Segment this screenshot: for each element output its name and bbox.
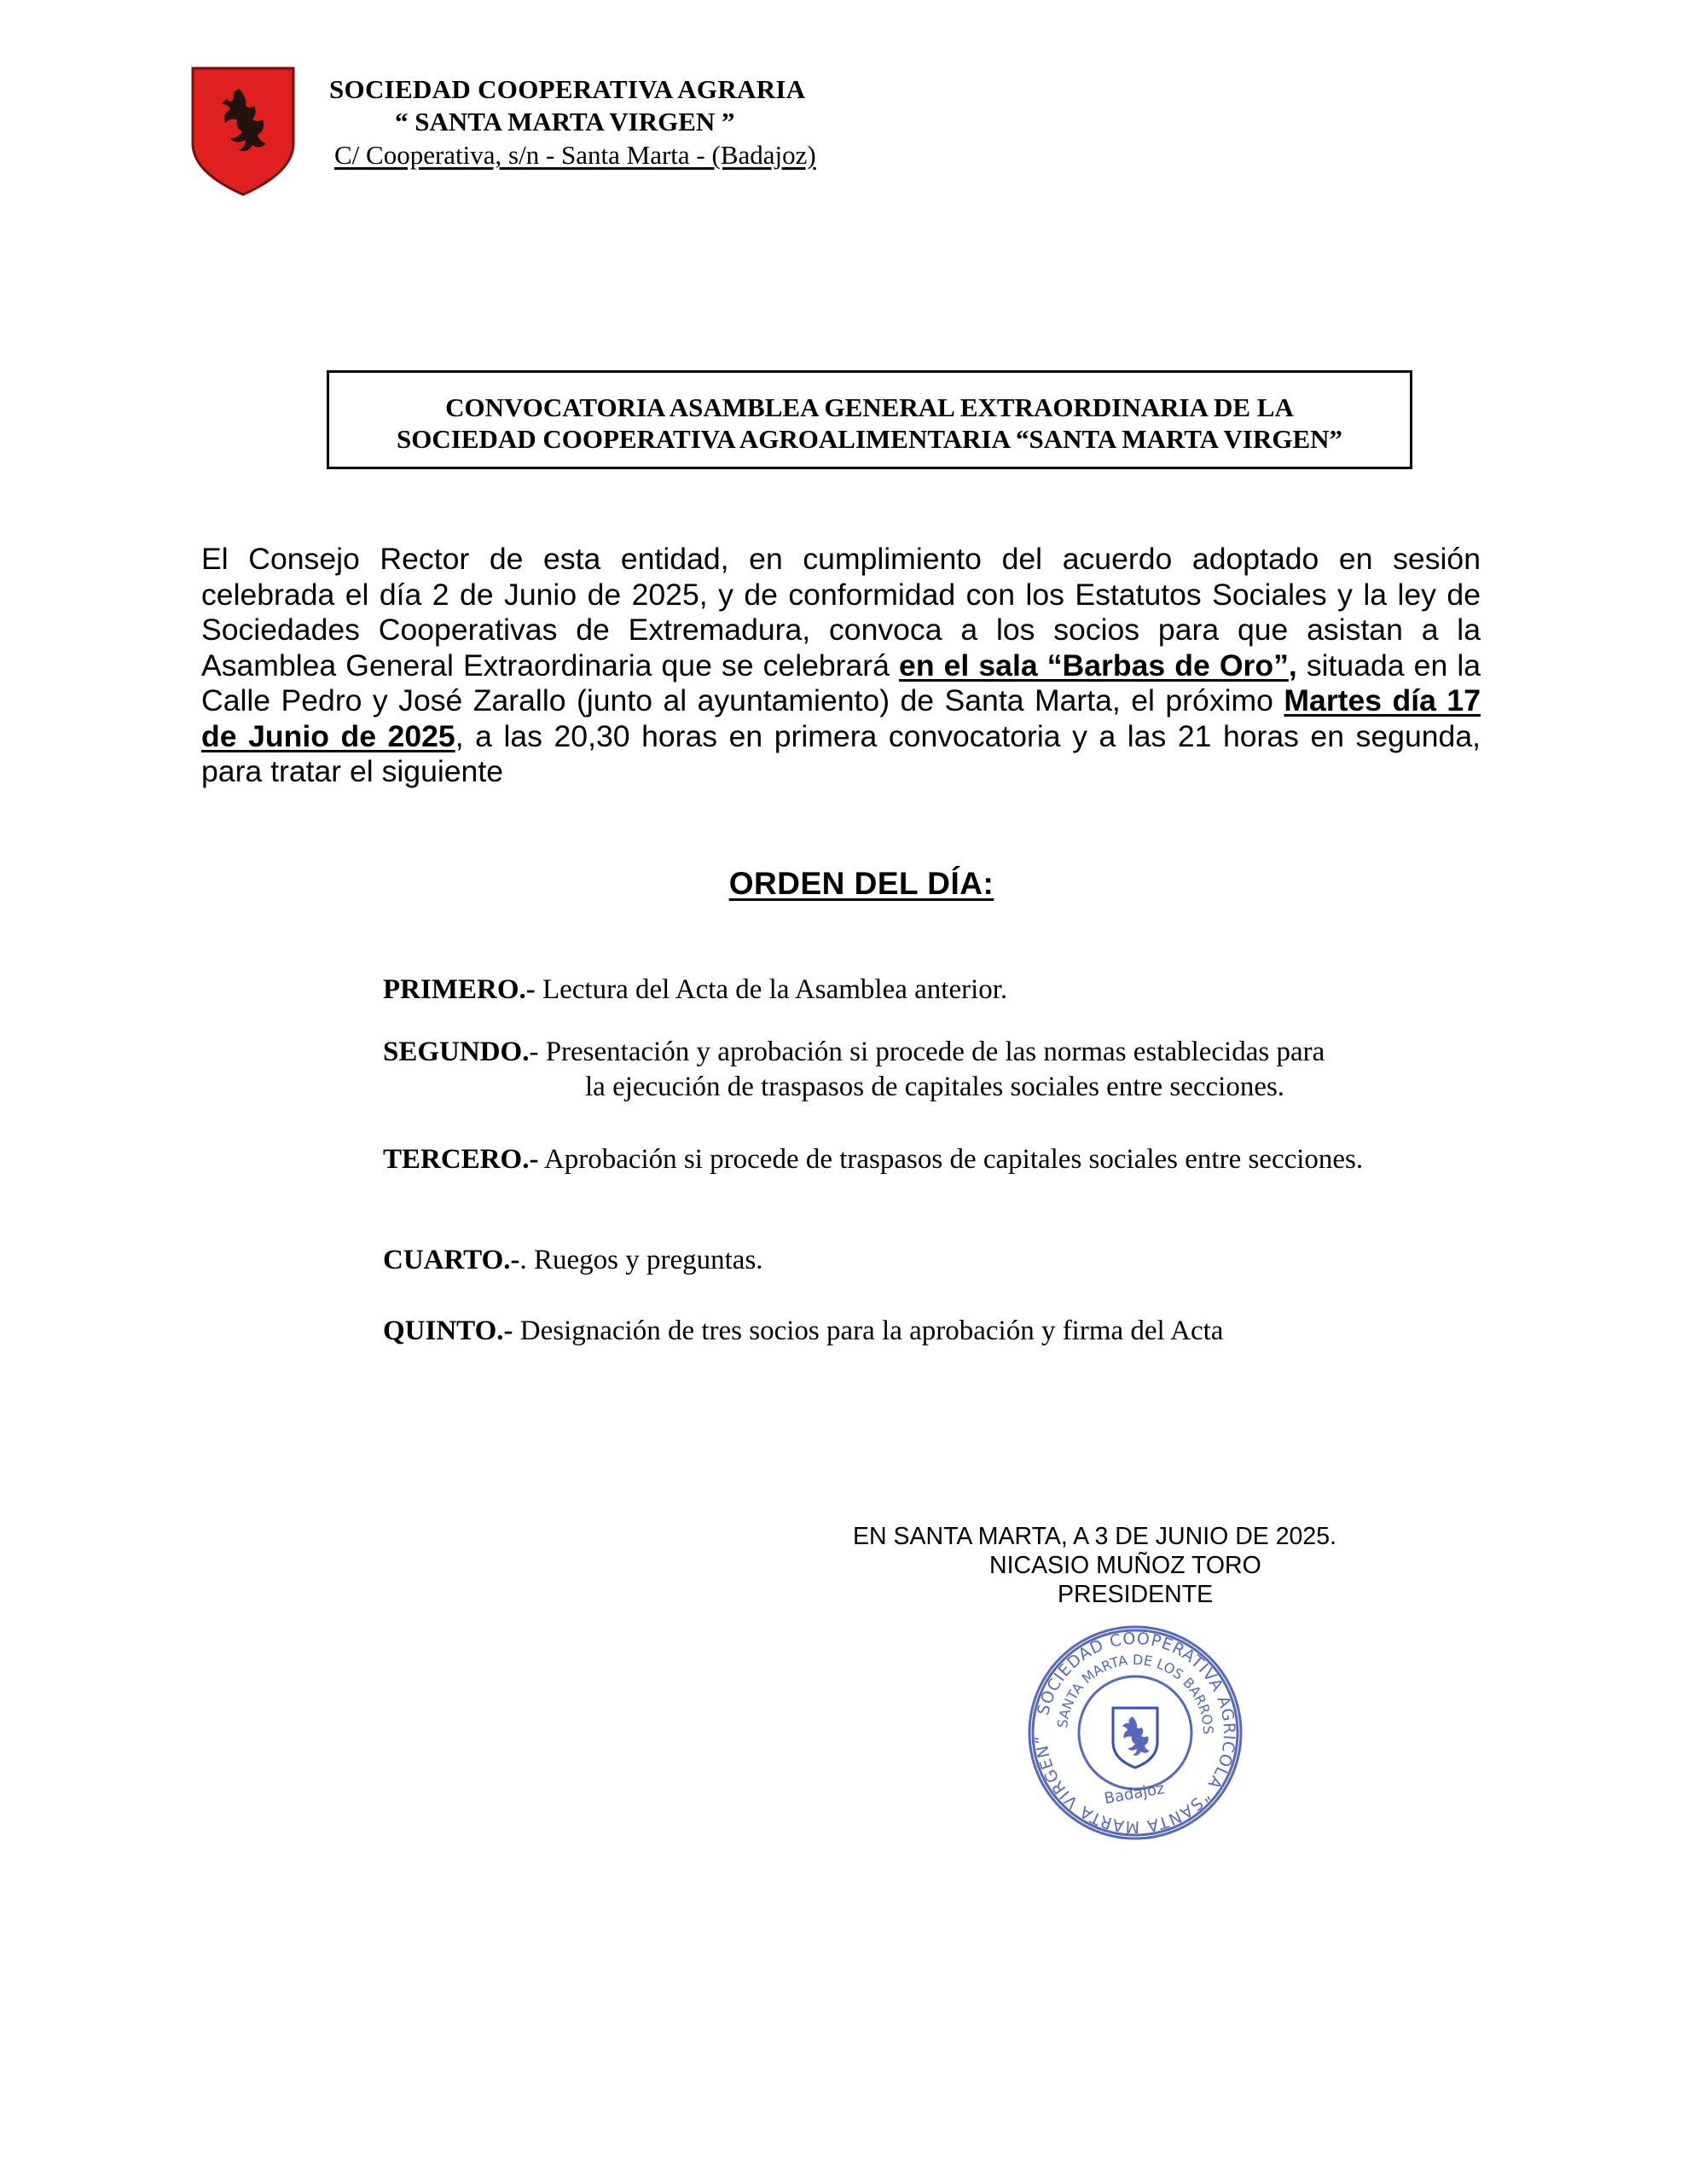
svg-text:SANTA MARTA DE LOS BARROS: SANTA MARTA DE LOS BARROS	[1054, 1651, 1217, 1735]
agenda-item-label: PRIMERO.-	[383, 974, 536, 1005]
signature-place-date: EN SANTA MARTA, A 3 DE JUNIO DE 2025.	[853, 1523, 1337, 1550]
orden-del-dia-heading: ORDEN DEL DÍA:	[728, 866, 994, 901]
signature-name: NICASIO MUÑOZ TORO	[989, 1552, 1261, 1579]
agenda-item-text: Designación de tres socios para la aprobación y firma del Acta	[513, 1316, 1224, 1346]
title-line-1: CONVOCATORIA ASAMBLEA GENERAL EXTRAORDINARIA DE LA	[445, 392, 1294, 422]
agenda-item-label: TERCERO.-	[383, 1144, 539, 1175]
agenda-item-segundo	[383, 1035, 1325, 1070]
letterhead-org-name: SOCIEDAD COOPERATIVA AGRARIA	[329, 74, 806, 104]
agenda-item-primero	[383, 973, 1007, 1008]
agenda-item-text: . Ruegos y preguntas.	[519, 1245, 763, 1275]
agenda-item-text: Aprobación si procede de traspasos de capitales sociales entre secciones.	[538, 1144, 1364, 1175]
agenda-item-quinto	[383, 1314, 1223, 1349]
agenda-item-segundo-continuation: la ejecución de traspasos de capitales sociales entre secciones.	[585, 1072, 1285, 1102]
signature-role: PRESIDENTE	[1058, 1581, 1214, 1608]
agenda-item-text: - Presentación y aprobación si procede de las normas establecidas para	[529, 1037, 1325, 1067]
letterhead-address: C/ Cooperativa, s/n - Santa Marta - (Badajoz)	[334, 140, 816, 170]
paragraph-text-2: situada en la Calle Pedro y José Zarallo (junto al ayuntamiento) de Santa Marta, el próximo	[201, 648, 1481, 717]
venue-text: en el sala “Barbas de Oro”	[899, 648, 1289, 682]
convocatoria-paragraph	[201, 542, 1481, 790]
paragraph-text-3: , a las 20,30 horas en primera convocatoria y a las 21 horas en segunda, para tratar el siguiente	[201, 718, 1481, 788]
paragraph-text-1: El Consejo Rector de esta entidad, en cumplimiento del acuerdo adoptado en sesión celebrada el día 2 de Junio de 2025, y de conformidad con los Estatutos Sociales y la ley de Sociedades Cooperativas de Extremadura, convoca a los socios para que asistan a la Asamblea General Extraordinaria que se celebrará	[201, 542, 1481, 682]
agenda-item-text: Lectura del Acta de la Asamblea anterior.	[535, 974, 1008, 1005]
title-line-2: SOCIEDAD COOPERATIVA AGROALIMENTARIA “SANTA MARTA VIRGEN”	[396, 424, 1343, 454]
cooperative-stamp-seal	[1025, 1623, 1245, 1843]
agenda-item-tercero	[383, 1142, 1428, 1177]
agenda-item-label: QUINTO.-	[383, 1316, 513, 1346]
agenda-item-label: SEGUNDO.	[383, 1037, 530, 1067]
stamp-dragon-shield-icon	[1113, 1708, 1157, 1768]
svg-text:Badajoz: Badajoz	[1103, 1780, 1166, 1809]
venue-comma: ,	[1288, 648, 1297, 682]
letterhead-org-subname: “ SANTA MARTA VIRGEN ”	[395, 107, 735, 136]
meeting-date-text: Martes día 17 de Junio de 2025	[201, 683, 1481, 753]
agenda-item-label: CUARTO.-	[383, 1245, 520, 1275]
agenda-item-cuarto	[383, 1243, 763, 1278]
cooperative-logo-dragon-shield-icon	[189, 65, 297, 198]
convocatoria-title-box	[327, 370, 1412, 469]
svg-text:SOCIEDAD COOPERATIVA AGRICOLA: SOCIEDAD COOPERATIVA AGRICOLA “SANTA MARTA VIRGEN”	[1031, 1629, 1239, 1837]
